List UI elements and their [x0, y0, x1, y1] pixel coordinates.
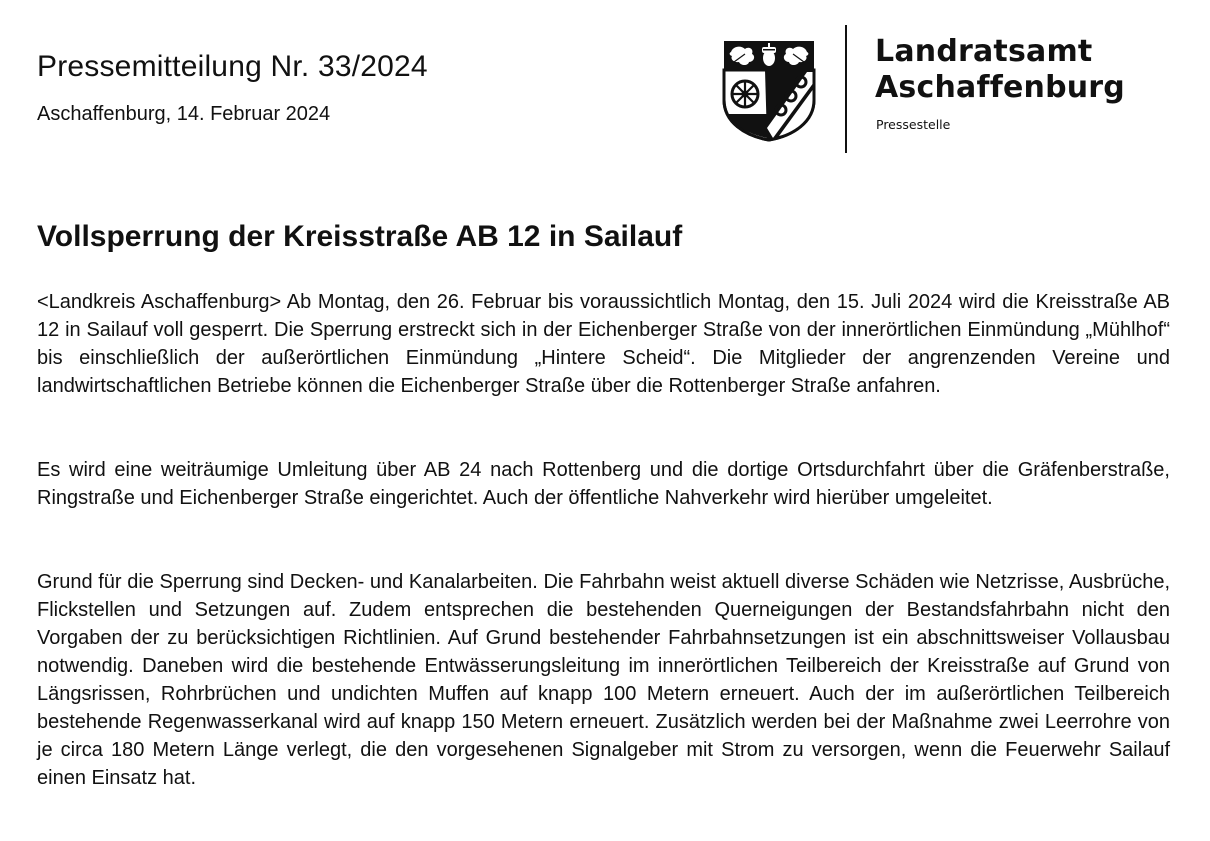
article-paragraph: Es wird eine weiträumige Umleitung über AB 24 nach Rottenberg und die dortige Ortsdurchfahrt über die Gräfenberstraße, Ringstraße und Eichenberger Straße eingerichtet. Auch der öffentliche Nahverkehr wird hierüber umgeleitet.	[37, 459, 1170, 509]
office-name-line1: Landratsamt	[875, 34, 1093, 69]
coat-of-arms-icon	[721, 38, 817, 142]
article-headline: Vollsperrung der Kreisstraße AB 12 in Sailauf	[37, 220, 683, 253]
header-divider	[845, 25, 847, 153]
article-paragraph: <Landkreis Aschaffenburg> Ab Montag, den 26. Februar bis voraussichtlich Montag, den 15. Juli 2024 wird die Kreisstraße AB 12 in Sailauf voll gesperrt. Die Sperrung erstreckt sich in der Eichenberger Straße von der innerörtlichen Einmündung „Mühlhof“ bis einschließlich der außerörtlichen Einmündung „Hintere Scheid“. Die Mitglieder der angrenzenden Vereine und landwirtschaftlichen Betriebe können die Eichenberger Straße über die Rottenberger Straße anfahren.	[37, 291, 1170, 397]
press-release-title: Pressemitteilung Nr. 33/2024	[37, 50, 428, 83]
office-name	[875, 34, 1125, 106]
article-paragraph: Grund für die Sperrung sind Decken- und Kanalarbeiten. Die Fahrbahn weist aktuell diverse Schäden wie Netzrisse, Ausbrüche, Flickstellen und Setzungen auf. Zudem entsprechen die bestehenden Querneigungen der Bestandsfahrbahn nicht den Vorgaben der zu berücksichtigen Richtlinien. Auf Grund bestehender Fahrbahnsetzungen ist ein abschnittsweiser Vollausbau notwendig. Daneben wird die bestehende Entwässerungsleitung im innerörtlichen Teilbereich der Kreisstraße auf Grund von Längsrissen, Rohrbrüchen und undichten Muffen auf knapp 100 Metern erneuert. Auch der im außerörtlichen Teilbereich bestehende Regenwasserkanal wird auf knapp 150 Metern erneuert. Zusätzlich werden bei der Maßnahme zwei Leerrohre von je circa 180 Metern Länge verlegt, die den vorgesehenen Signalgeber mit Strom zu versorgen, wenn die Feuerwehr Sailauf einen Einsatz hat.	[37, 571, 1170, 789]
office-name-line2: Aschaffenburg	[875, 70, 1125, 105]
place-date: Aschaffenburg, 14. Februar 2024	[37, 103, 331, 125]
office-department: Pressestelle	[876, 117, 951, 132]
